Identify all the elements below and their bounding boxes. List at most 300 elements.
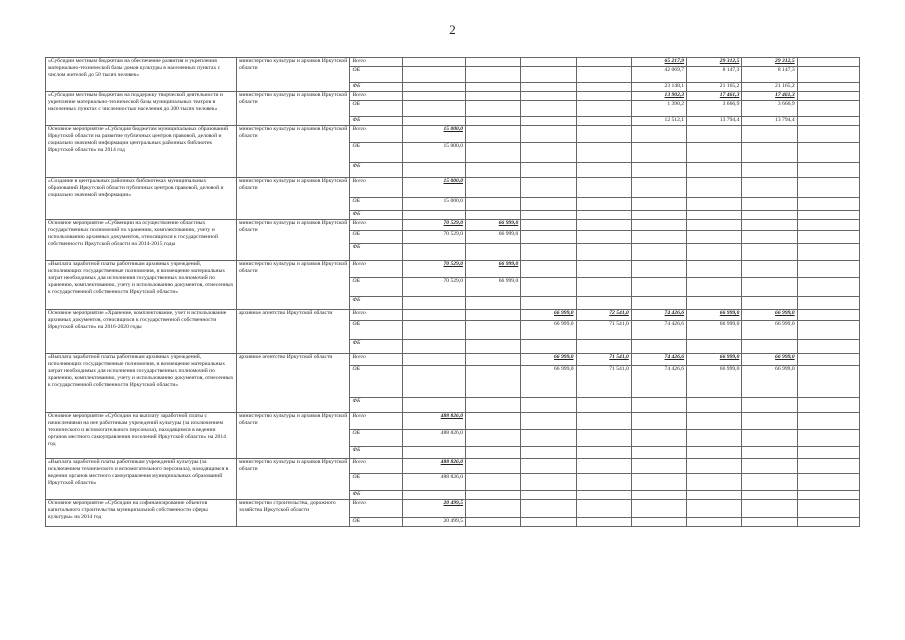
amount-value: 8 147,3 <box>777 67 795 73</box>
amount-cell <box>687 500 742 518</box>
amount-cell <box>687 67 742 83</box>
amount-value: 20 499,5 <box>443 500 464 506</box>
amount-cell <box>521 354 576 366</box>
amount-cell <box>402 178 465 198</box>
measure-name-cell: «Выплата заработной платы работникам архивных учреждений, исполняющих государственные полномочия, и возмещение материальных затрат необходимых для исполнения государственных полномочий по хранению, комплектованию, учету и использованию документов, отнесенных к государственной собственности Иркутской области» <box>46 354 237 413</box>
amount-cell <box>466 340 521 354</box>
amount-cell <box>742 297 797 310</box>
amount-cell <box>797 310 859 321</box>
funding-source-cell: Всего <box>350 310 402 321</box>
measure-name-cell: Основное мероприятие «Субсидии на выплату заработной платы с начислениями на нее работникам учреждений культуры (за исключением технического и вспомогательного персонала), находящимся в ведении органов местного самоуправления поселений Иркутской области» на 2014 год <box>46 413 237 459</box>
amount-cell <box>521 321 576 340</box>
amount-cell <box>402 310 465 321</box>
amount-cell <box>687 340 742 354</box>
amount-cell <box>631 67 686 83</box>
amount-cell <box>742 261 797 278</box>
funding-source-cell: ФБ <box>350 83 402 92</box>
amount-cell <box>797 163 859 178</box>
amount-cell <box>797 413 859 430</box>
funding-source-cell: Всего <box>350 126 402 143</box>
amount-cell <box>797 340 859 354</box>
amount-cell <box>742 366 797 398</box>
amount-value: 8 147,3 <box>722 67 740 73</box>
amount-cell <box>742 430 797 447</box>
funding-source-cell: Всего <box>350 178 402 198</box>
amount-cell <box>742 321 797 340</box>
funding-source-cell: Всего <box>350 459 402 474</box>
amount-cell <box>402 211 465 220</box>
amount-cell <box>631 398 686 413</box>
amount-value: 70 529,0 <box>443 278 464 284</box>
table-row <box>46 178 860 198</box>
table-row <box>46 413 860 430</box>
amount-value: 74 426,6 <box>664 310 685 316</box>
amount-cell <box>631 143 686 163</box>
funding-source-cell: ФБ <box>350 398 402 413</box>
amount-cell <box>466 83 521 92</box>
amount-value: 23 148,1 <box>664 83 685 89</box>
amount-value: 20 499,5 <box>443 518 464 524</box>
amount-cell <box>466 198 521 211</box>
amount-value: 70 529,0 <box>443 231 464 237</box>
amount-value: 66 999,0 <box>553 366 574 372</box>
amount-cell <box>466 101 521 117</box>
amount-cell <box>687 198 742 211</box>
amount-cell <box>466 518 521 527</box>
amount-value: 488 826,0 <box>440 459 464 465</box>
amount-cell <box>402 459 465 474</box>
amount-cell <box>797 354 859 366</box>
amount-value: 15 000,0 <box>443 178 464 184</box>
amount-cell <box>742 474 797 491</box>
amount-cell <box>402 413 465 430</box>
amount-value: 15 000,0 <box>443 126 464 132</box>
amount-cell <box>742 211 797 220</box>
amount-cell <box>742 67 797 83</box>
amount-cell <box>742 198 797 211</box>
amount-cell <box>466 261 521 278</box>
amount-cell <box>797 447 859 459</box>
amount-cell <box>797 178 859 198</box>
executor-cell: министерство культуры и архивов Иркутской области <box>236 261 350 310</box>
amount-cell <box>576 92 631 101</box>
amount-cell <box>576 340 631 354</box>
amount-value: 1 390,2 <box>667 101 685 107</box>
amount-cell <box>466 500 521 518</box>
amount-cell <box>402 366 465 398</box>
amount-cell <box>742 83 797 92</box>
amount-value: 21 165,2 <box>719 83 740 89</box>
amount-cell <box>687 126 742 143</box>
amount-value: 66 999,0 <box>498 278 519 284</box>
amount-value: 70 529,0 <box>443 220 464 226</box>
amount-cell <box>797 500 859 518</box>
amount-cell <box>631 261 686 278</box>
amount-cell <box>797 67 859 83</box>
amount-cell <box>742 101 797 117</box>
amount-cell <box>687 231 742 244</box>
amount-cell <box>631 354 686 366</box>
funding-source-cell: Всего <box>350 413 402 430</box>
funding-source-cell: Всего <box>350 92 402 101</box>
funding-source-cell: ФБ <box>350 340 402 354</box>
funding-source-cell: ОБ <box>350 518 402 527</box>
funding-source-cell: ОБ <box>350 474 402 491</box>
amount-cell <box>466 220 521 231</box>
amount-cell <box>631 459 686 474</box>
amount-cell <box>797 297 859 310</box>
amount-cell <box>466 474 521 491</box>
amount-cell <box>466 178 521 198</box>
amount-cell <box>797 101 859 117</box>
amount-cell <box>742 518 797 527</box>
amount-cell <box>687 58 742 67</box>
amount-value: 65 217,9 <box>664 58 685 64</box>
amount-cell <box>687 244 742 261</box>
amount-cell <box>797 58 859 67</box>
amount-cell <box>631 178 686 198</box>
executor-cell: министерство культуры и архивов Иркутской области <box>236 92 350 126</box>
amount-cell <box>521 126 576 143</box>
amount-cell <box>402 340 465 354</box>
amount-cell <box>402 261 465 278</box>
funding-source-cell: ОБ <box>350 278 402 297</box>
amount-value: 74 426,6 <box>664 366 685 372</box>
amount-value: 66 999,0 <box>775 310 795 316</box>
amount-cell <box>521 117 576 126</box>
measure-name-cell: Основное мероприятие «Субсидии на софинансирование объектов капитального строительства муниципальной собственности сферы культуры» на 2014 год <box>46 500 237 527</box>
amount-cell <box>797 83 859 92</box>
amount-value: 17 461,3 <box>775 92 795 98</box>
amount-cell <box>466 447 521 459</box>
amount-cell <box>797 366 859 398</box>
amount-cell <box>466 163 521 178</box>
amount-cell <box>797 398 859 413</box>
page-number: 2 <box>449 22 456 37</box>
amount-cell <box>576 244 631 261</box>
amount-value: 12 512,1 <box>664 117 685 123</box>
amount-cell <box>576 459 631 474</box>
amount-cell <box>521 101 576 117</box>
amount-cell <box>797 220 859 231</box>
amount-cell <box>402 321 465 340</box>
amount-cell <box>402 92 465 101</box>
amount-cell <box>631 500 686 518</box>
amount-cell <box>521 459 576 474</box>
measure-name-cell: Основное мероприятие «Хранение, комплектование, учет и использование архивных документов, относящихся к государственной собственности Иркутской области» на 2016-2020 годы <box>46 310 237 354</box>
amount-cell <box>742 231 797 244</box>
amount-value: 66 999,0 <box>553 321 574 327</box>
amount-cell <box>631 220 686 231</box>
amount-cell <box>521 198 576 211</box>
amount-cell <box>576 310 631 321</box>
amount-cell <box>742 354 797 366</box>
amount-cell <box>687 366 742 398</box>
amount-cell <box>742 278 797 297</box>
amount-cell <box>402 447 465 459</box>
funding-source-cell: Всего <box>350 261 402 278</box>
amount-cell <box>402 474 465 491</box>
amount-cell <box>402 58 465 67</box>
amount-value: 70 529,0 <box>443 261 464 267</box>
amount-cell <box>521 340 576 354</box>
amount-cell <box>576 231 631 244</box>
amount-value: 66 999,0 <box>719 366 740 372</box>
amount-cell <box>631 83 686 92</box>
amount-cell <box>742 163 797 178</box>
amount-value: 3 666,9 <box>722 101 740 107</box>
amount-cell <box>521 231 576 244</box>
amount-cell <box>797 117 859 126</box>
measure-name-cell: «Субсидии местным бюджетам на поддержку творческой деятельности и укрепление материально-технической базы муниципальных театров в населенных пунктах с численностью населения до 300 тысяч человек» <box>46 92 237 126</box>
amount-cell <box>631 518 686 527</box>
amount-value: 13 902,3 <box>664 92 685 98</box>
amount-cell <box>521 278 576 297</box>
table-row <box>46 459 860 474</box>
amount-value: 488 826,0 <box>440 430 464 436</box>
amount-cell <box>687 398 742 413</box>
amount-value: 3 666,9 <box>777 101 795 107</box>
funding-source-cell: ОБ <box>350 198 402 211</box>
amount-cell <box>687 297 742 310</box>
amount-value: 13 794,4 <box>719 117 740 123</box>
amount-cell <box>631 366 686 398</box>
amount-cell <box>466 143 521 163</box>
amount-cell <box>631 92 686 101</box>
amount-value: 29 312,5 <box>719 58 740 64</box>
amount-cell <box>687 92 742 101</box>
amount-cell <box>466 310 521 321</box>
amount-cell <box>631 117 686 126</box>
amount-cell <box>576 321 631 340</box>
amount-cell <box>576 518 631 527</box>
amount-cell <box>402 143 465 163</box>
amount-cell <box>631 101 686 117</box>
amount-cell <box>687 117 742 126</box>
amount-value: 71 541,0 <box>609 354 629 360</box>
amount-cell <box>797 211 859 220</box>
amount-cell <box>576 430 631 447</box>
amount-cell <box>687 321 742 340</box>
funding-source-cell: ОБ <box>350 143 402 163</box>
measure-name-cell: «Создание в центральных районных библиотеках муниципальных образований Иркутской области публичных центров правовой, деловой и социально значимой информации» <box>46 178 237 220</box>
table-row <box>46 310 860 321</box>
amount-cell <box>576 220 631 231</box>
funding-source-cell: ОБ <box>350 231 402 244</box>
amount-cell <box>576 398 631 413</box>
measure-name-cell: Основное мероприятие «Субвенции на осуществление областных государственных полномочий по хранению, комплектованию, учету и использованию архивных документов, относящихся к государственной собственности Иркутской области на 2014-2015 годы <box>46 220 237 261</box>
amount-cell <box>797 278 859 297</box>
funding-source-cell: ФБ <box>350 163 402 178</box>
amount-cell <box>631 231 686 244</box>
amount-value: 488 826,0 <box>440 413 464 419</box>
table-row <box>46 58 860 67</box>
amount-cell <box>521 261 576 278</box>
amount-cell <box>521 518 576 527</box>
amount-cell <box>742 340 797 354</box>
funding-source-cell: ОБ <box>350 67 402 83</box>
amount-cell <box>521 474 576 491</box>
budget-table-body <box>46 58 860 527</box>
amount-cell <box>742 500 797 518</box>
executor-cell: министерство культуры и архивов Иркутской области <box>236 126 350 178</box>
amount-cell <box>576 117 631 126</box>
amount-cell <box>742 413 797 430</box>
amount-cell <box>742 398 797 413</box>
measure-name-cell: «Выплата заработной платы работникам учреждений культуры (за исключением технического и вспомогательного персонала), находящимся в ведении органов местного самоуправления муниципальных образований Иркутской области» <box>46 459 237 500</box>
amount-cell <box>687 211 742 220</box>
amount-cell <box>576 491 631 500</box>
table-row <box>46 92 860 101</box>
amount-cell <box>576 211 631 220</box>
amount-cell <box>402 430 465 447</box>
amount-cell <box>631 211 686 220</box>
amount-cell <box>687 261 742 278</box>
amount-value: 66 999,0 <box>498 220 519 226</box>
amount-cell <box>687 474 742 491</box>
amount-cell <box>466 491 521 500</box>
amount-cell <box>466 244 521 261</box>
amount-value: 17 461,3 <box>719 92 740 98</box>
amount-cell <box>466 67 521 83</box>
amount-cell <box>521 500 576 518</box>
amount-cell <box>742 126 797 143</box>
executor-cell: министерство культуры и архивов Иркутской области <box>236 459 350 500</box>
amount-value: 66 999,0 <box>719 310 740 316</box>
amount-cell <box>521 447 576 459</box>
amount-cell <box>631 58 686 67</box>
amount-cell <box>797 459 859 474</box>
amount-cell <box>687 83 742 92</box>
amount-cell <box>576 143 631 163</box>
amount-value: 21 165,2 <box>775 83 795 89</box>
amount-cell <box>466 398 521 413</box>
amount-cell <box>687 447 742 459</box>
amount-value: 66 999,0 <box>553 354 574 360</box>
amount-value: 66 999,0 <box>775 354 795 360</box>
amount-cell <box>402 354 465 366</box>
amount-value: 71 541,0 <box>609 321 629 327</box>
amount-cell <box>631 340 686 354</box>
amount-value: 74 426,6 <box>664 321 685 327</box>
amount-cell <box>521 211 576 220</box>
table-row <box>46 261 860 278</box>
amount-cell <box>797 231 859 244</box>
amount-cell <box>521 244 576 261</box>
amount-cell <box>521 297 576 310</box>
amount-cell <box>742 244 797 261</box>
amount-cell <box>742 491 797 500</box>
amount-cell <box>576 163 631 178</box>
amount-value: 66 999,0 <box>719 354 740 360</box>
amount-cell <box>402 220 465 231</box>
amount-cell <box>797 198 859 211</box>
amount-cell <box>631 310 686 321</box>
executor-cell: министерство культуры и архивов Иркутской области <box>236 178 350 220</box>
amount-cell <box>631 297 686 310</box>
amount-cell <box>631 278 686 297</box>
amount-cell <box>631 474 686 491</box>
funding-source-cell: Всего <box>350 500 402 518</box>
amount-cell <box>521 58 576 67</box>
amount-cell <box>402 278 465 297</box>
funding-source-cell: ФБ <box>350 211 402 220</box>
amount-cell <box>466 58 521 67</box>
amount-cell <box>631 126 686 143</box>
amount-cell <box>521 398 576 413</box>
amount-cell <box>687 163 742 178</box>
amount-value: 74 426,6 <box>664 354 685 360</box>
amount-cell <box>466 321 521 340</box>
amount-cell <box>576 198 631 211</box>
amount-cell <box>797 518 859 527</box>
amount-cell <box>742 92 797 101</box>
funding-source-cell: ОБ <box>350 321 402 340</box>
amount-cell <box>742 310 797 321</box>
amount-cell <box>797 430 859 447</box>
amount-value: 66 999,0 <box>498 261 519 267</box>
amount-cell <box>466 366 521 398</box>
funding-source-cell: ФБ <box>350 244 402 261</box>
amount-cell <box>402 231 465 244</box>
measure-name-cell: Основное мероприятие «Субсидия бюджетам муниципальных образований Иркутской области на развитие публичных центров правовой, деловой и социально значимой информации центральных районных библиотек Иркутской области» на 2014 год <box>46 126 237 178</box>
amount-cell <box>466 430 521 447</box>
amount-cell <box>576 126 631 143</box>
amount-value: 66 999,0 <box>498 231 519 237</box>
amount-cell <box>576 67 631 83</box>
amount-cell <box>402 198 465 211</box>
amount-cell <box>576 500 631 518</box>
amount-cell <box>576 413 631 430</box>
amount-cell <box>402 83 465 92</box>
funding-source-cell: Всего <box>350 220 402 231</box>
funding-source-cell: Всего <box>350 354 402 366</box>
amount-cell <box>402 518 465 527</box>
amount-cell <box>521 413 576 430</box>
executor-cell: архивное агентство Иркутской области <box>236 354 350 413</box>
amount-value: 66 999,0 <box>719 321 740 327</box>
amount-cell <box>742 143 797 163</box>
amount-cell <box>797 474 859 491</box>
amount-value: 72 541,0 <box>609 310 629 316</box>
measure-name-cell: «Выплата заработной платы работникам архивных учреждений, исполняющих государственные полномочия, и возмещение материальных затрат необходимых для исполнения государственных полномочий по хранению, комплектованию, учету и использованию документов, отнесенных к государственной собственности Иркутской области» <box>46 261 237 310</box>
amount-cell <box>402 244 465 261</box>
amount-cell <box>521 491 576 500</box>
table-row <box>46 126 860 143</box>
funding-source-cell: ОБ <box>350 366 402 398</box>
funding-source-cell: ФБ <box>350 117 402 126</box>
amount-cell <box>687 101 742 117</box>
amount-cell <box>631 447 686 459</box>
amount-cell <box>576 101 631 117</box>
funding-source-cell: ОБ <box>350 101 402 117</box>
amount-cell <box>576 278 631 297</box>
amount-cell <box>466 278 521 297</box>
executor-cell: министерство строительства, дорожного хозяйства Иркутской области <box>236 500 350 527</box>
amount-value: 29 312,5 <box>775 58 795 64</box>
amount-cell <box>466 354 521 366</box>
amount-value: 488 826,0 <box>440 474 464 480</box>
funding-source-cell: ФБ <box>350 297 402 310</box>
amount-cell <box>402 398 465 413</box>
amount-cell <box>402 126 465 143</box>
funding-source-cell: ФБ <box>350 491 402 500</box>
amount-value: 66 999,0 <box>775 321 795 327</box>
amount-cell <box>466 459 521 474</box>
amount-cell <box>687 278 742 297</box>
amount-cell <box>797 244 859 261</box>
amount-cell <box>742 117 797 126</box>
